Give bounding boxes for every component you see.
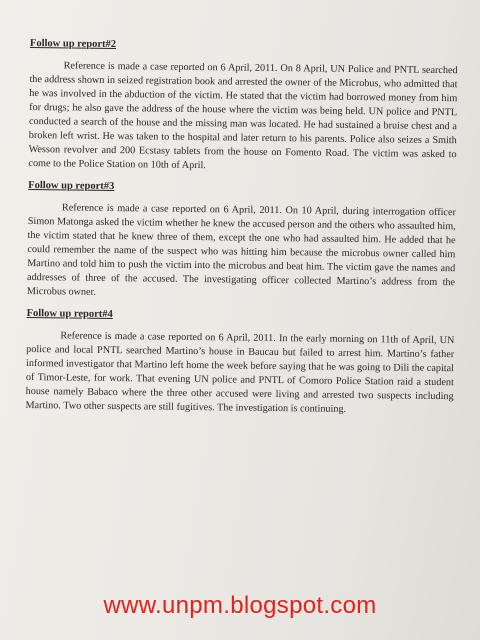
section-paragraph: Reference is made a case reported on 6 April, 2011. On 10 April, during interrogation officer Simon Matonga asked the victim whether he knew the accused person and the others who assaulted him, the victim stated that he knew three of them, except the one who had assaulted him. He added that he could remember the name of the suspect who was hitting him because the microbus owner called him Martino and told him to push the victim into the microbus and beat him. The victim gave the names and addresses of three of the accused. The investigating officer collected Martino’s address from the Microbus owner.	[26, 202, 456, 299]
section-paragraph: Reference is made a case reported on 6 April, 2011. On 8 April, UN Police and PNTL searched the address shown in seized registration book and arrested the owner of the Microbus, who admitted that he was involved in the abduction of the victim. He stated that the victim had borrowed money from him for drugs; he also gave the address of the house where the victim was being held. UN police and PNTL conducted a search of the house and the missing man was located. He had sustained a bruise chest and a broken left wrist. He was taken to the hospital and later return to his parents. Police also seizes a Smith Wesson revolver and 200 Ecstasy tablets from the house on Fomento Road. The victim was asked to come to the Police Station on 10th of April.	[28, 60, 458, 172]
section-paragraph: Reference is made a case reported on 6 April, 2011. In the early morning on 11th of April, UN police and local PNTL searched Martino’s house in Baucau but failed to arrest him. Martino’s father informed investigator that Martino left home the week before saying that he was going to Dili the capital of Timor-Leste, for work. That evening UN police and PNTL of Comoro Police Station raid a student house namely Babaco where the three other accused were living and arrested two suspects including Martino. Two other suspects are still fugitives. The investigation is continuing.	[25, 330, 455, 416]
section-report-4	[25, 308, 454, 418]
document-body	[25, 38, 458, 428]
section-heading: Follow up report#2	[29, 38, 117, 51]
watermark-url: www.unpm.blogspot.com	[103, 592, 377, 619]
section-report-3	[27, 180, 456, 304]
section-report-2	[28, 38, 458, 176]
section-heading: Follow up report#3	[28, 180, 115, 193]
section-heading: Follow up report#4	[26, 308, 113, 321]
